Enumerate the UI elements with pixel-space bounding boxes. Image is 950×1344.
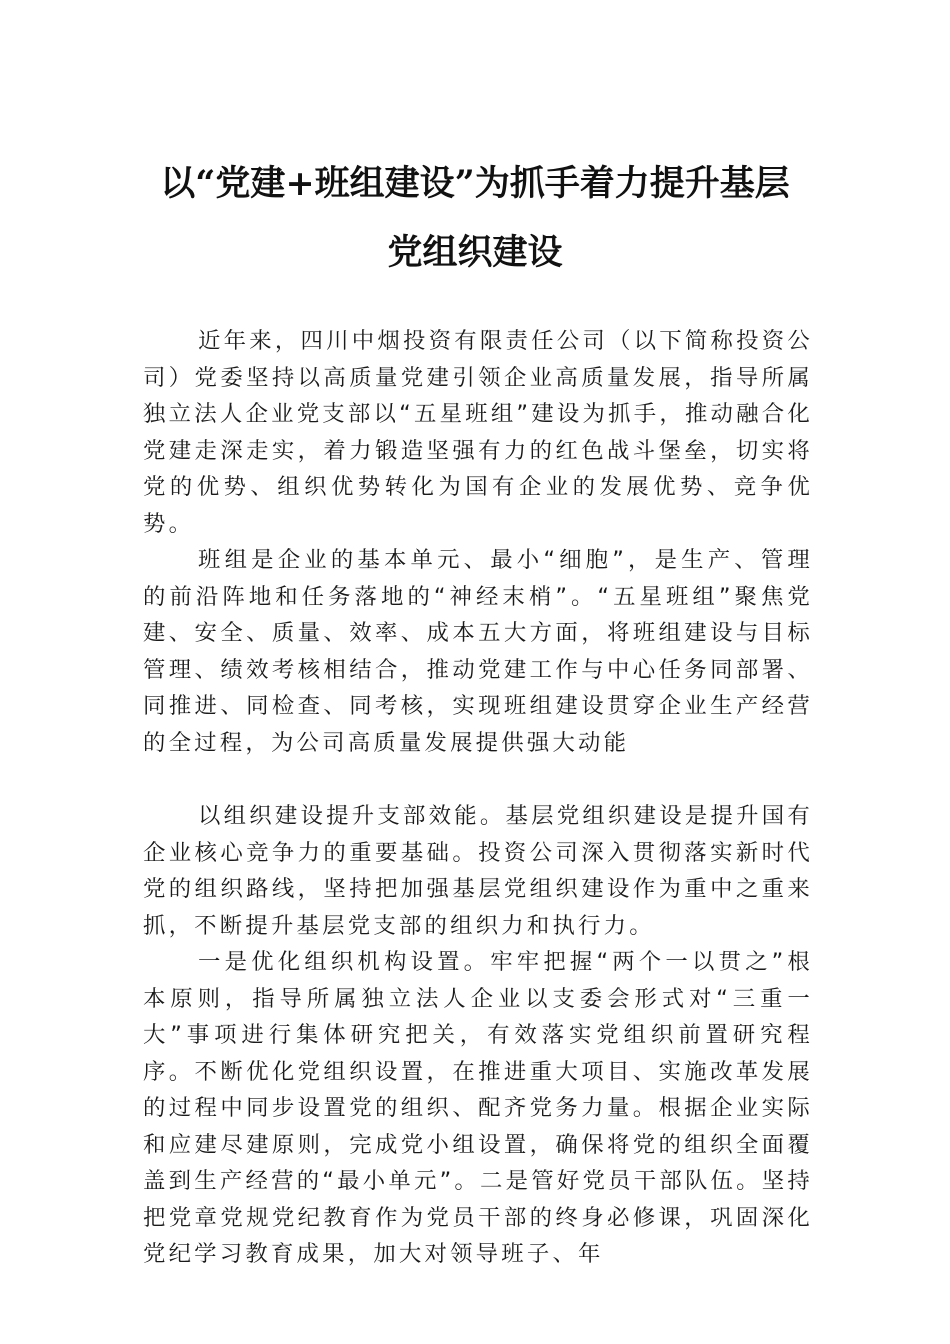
paragraph-team-building: 班组是企业的基本单元、最小“细胞”，是生产、管理的前沿阵地和任务落地的“神经末梢”。“五星班组”聚焦党建、安全、质量、效率、成本五大方面，将班组建设与目标管理、绩效考核相结合，推动党建工作与中心任务同部署、同推进、同检查、同考核，实现班组建设贯穿企业生产经营的全过程，为公司高质量发展提供强大动能 xyxy=(143,547,813,756)
paragraph-intro: 近年来，四川中烟投资有限责任公司（以下简称投资公司）党委坚持以高质量党建引领企业高质量发展，指导所属独立法人企业党支部以“五星班组”建设为抓手，推动融合化党建走深走实，着力锻造坚强有力的红色战斗堡垒，切实将党的优势、组织优势转化为国有企业的发展优势、竞争优势。 xyxy=(143,328,813,537)
paragraph-measures: 一是优化组织机构设置。牢牢把握“两个一以贯之”根本原则，指导所属独立法人企业以支委会形式对“三重一大”事项进行集体研究把关，有效落实党组织前置研究程序。不断优化党组织设置，在推进重大项目、实施改革发展的过程中同步设置党的组织、配齐党务力量。根据企业实际和应建尽建原则，完成党小组设置，确保将党的组织全面覆盖到生产经营的“最小单元”。二是管好党员干部队伍。坚持把党章党规党纪教育作为党员干部的终身必修课，巩固深化党纪学习教育成果，加大对领导班子、年 xyxy=(143,949,813,1267)
paragraph-organization: 以组织建设提升支部效能。基层党组织建设是提升国有企业核心竞争力的重要基础。投资公司深入贯彻落实新时代党的组织路线，坚持把加强基层党组织建设作为重中之重来抓，不断提升基层党支部的组织力和执行力。 xyxy=(143,803,813,939)
document-title-line-1: 以“党建+班组建设”为抓手着力提升基层 xyxy=(160,163,790,204)
paragraph-spacer xyxy=(143,761,813,798)
document-body xyxy=(143,323,813,1273)
document-title-line-2: 党组织建设 xyxy=(387,232,563,273)
